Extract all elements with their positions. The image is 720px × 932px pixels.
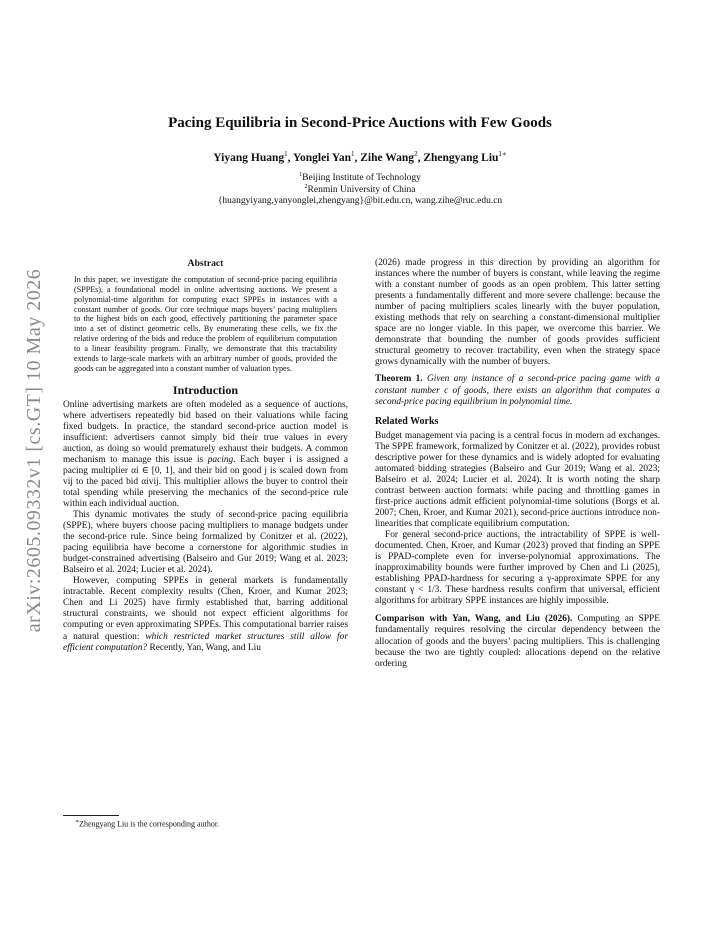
- intro-paragraph-2: This dynamic motivates the study of second-price pacing equilibria (SPPE), where buyers choose pacing multipliers to manage budgets under the second-price rule. Since being formalized by Conitzer et al. (2022), pacing equilibria have become a cornerstone for algorithmic studies in budget-constrained advertising (Balseiro and Gur 2019; Wang et al. 2023; Balseiro et al. 2024; Lucier et al. 2024).: [63, 510, 348, 576]
- related-paragraph-1: Budget management via pacing is a central focus in modern ad exchanges. The SPPE framework, formalized by Conitzer et al. (2022), provides robust descriptive power for these dynamics and is widely adopted for evaluating automated bidding strategies (Balseiro and Gur 2019; Wang et al. 2023; Balseiro et al. 2024; Lucier et al. 2024). It is worth noting the sharp contrast between auction formats: while pacing and throttling games in first-price auctions admit efficient polynomial-time solutions (Borgs et al. 2007; Chen, Kroer, and Kumar 2021), second-price auctions introduce non-linearities that complicate equilibrium computation.: [375, 430, 660, 530]
- footnote-text: Zhengyang Liu is the corresponding author.: [79, 819, 220, 829]
- arxiv-stamp: [15, 250, 55, 650]
- author-name: Yonglei Yan: [292, 151, 352, 164]
- affiliation: [60, 172, 660, 183]
- intro-text: Recently, Yan, Wang, and Liu: [147, 642, 261, 653]
- left-column: [63, 258, 348, 654]
- intro-text: However, computing SPPEs in general markets is fundamentally intractable. Recent complexity results (Chen, Kroer, and Kumar 2023; Chen and Li 2025) have firmly established that, barring additional structural constraints, we should not expect efficient algorithms for computing or even approximating SPPEs. This computational barrier raises a natural question:: [63, 576, 348, 642]
- comparison-heading: Comparison with Yan, Wang, and Liu (2026).: [375, 614, 573, 625]
- comparison-text: Computing an SPPE fundamentally requires resolving the circular dependency between the allocation of goods and the buyers’ pacing multipliers. This is challenging because the two are tightly coupled: allocations depend on the relative ordering: [375, 614, 660, 669]
- author-list: Yiyang Huang$^1$, Yonglei Yan$^1$, Zihe Wang$^2$, Zhengyang Liu$^{1∗}$: [213, 150, 507, 164]
- theorem-statement: Given any instance of a second-price pacing game with a constant number c of goods, there exists an algorithm that computes a second-price pacing equilibrium in polynomial time.: [375, 374, 660, 407]
- affiliation-mark: 2: [304, 184, 308, 190]
- footnote-mark: ∗: [75, 819, 80, 825]
- related-paragraph-2: For general second-price auctions, the intractability of SPPE is well-documented. Chen, Kroer, and Kumar (2023) proved that finding an SPPE is PPAD-complete even for inverse-polynomial approximations. The inapproximability bounds were further improved by Chen and Li (2025), establishing PPAD-hardness for securing a γ-approximate SPPE for any constant γ < 1/3. These hardness results confirm that universal, efficient algorithms for arbitrary SPPE instances are highly impossible.: [375, 530, 660, 607]
- intro-text: Online advertising markets are often modeled as a sequence of auctions, where advertisers repeatedly bid based on their valuations while facing fixed budgets. In practice, the standard second-price auction model is insufficient: advertisers cannot simply bid their true values in every auction, as doing so would prematurely exhaust their budgets. A common mechanism to manage this issue is: [63, 399, 348, 465]
- footnote: [75, 818, 219, 829]
- affiliation-text: Beijing Institute of Technology: [302, 173, 421, 184]
- footnote-divider: [63, 815, 119, 816]
- author-affil-mark: 1: [351, 150, 355, 158]
- intro-paragraph-1: [63, 400, 348, 510]
- affiliation: [60, 184, 660, 195]
- intro-continuation: (2026) made progress in this direction by providing an algorithm for instances where the number of buyers is constant, while leaving the regime with a constant number of goods as an open problem. This latter setting presents a fundamentally different and more severe challenge: because the number of pacing multipliers scales linearly with the buyer population, existing methods that rely on searching a constant-dimensional multiplier space are no longer viable. In this paper, we overcome this barrier. We demonstrate that bounding the number of goods provides sufficient structural geometry to recover tractability, even when the strategy space grows dynamically with the number of buyers.: [375, 258, 660, 368]
- arxiv-id: arXiv:2605.09332v1 [cs.GT] 10 May 2026: [23, 268, 46, 632]
- author-name: Yiyang Huang: [213, 151, 285, 164]
- theorem-1: [375, 374, 660, 407]
- right-column: [375, 258, 660, 670]
- introduction-heading: Introduction: [172, 383, 239, 398]
- intro-paragraph-3: [63, 576, 348, 653]
- pacing-term: pacing: [207, 454, 234, 465]
- author-emails: {huangyiyang,yanyonglei,zhengyang}@bit.edu.cn, wang.zihe@ruc.edu.cn: [217, 196, 503, 206]
- paper-title: Pacing Equilibria in Second-Price Auctions with Few Goods: [168, 115, 552, 131]
- author-affil-mark: 2: [414, 150, 418, 158]
- theorem-label: Theorem 1.: [375, 374, 423, 385]
- abstract-text: In this paper, we investigate the computation of second-price pacing equilibria (SPPEs), a foundational model in online advertising auctions. We present a polynomial-time algorithm for computing exact SPPEs in instances with a constant number of goods. Our core technique maps buyers’ pacing multipliers to the highest bids on each good, effectively partitioning the parameter space into a set of distinct geometric cells. By enumerating these cells, we fix the relative ordering of the bids and reduce the problem of equilibrium computation to a linear feasibility program. Finally, we demonstrate that this tractability extends to large-scale markets with an arbitrary number of goods, provided the goods can be aggregated into a constant number of valuation types.: [74, 275, 337, 373]
- related-works-heading: Related Works: [375, 415, 439, 427]
- author-name: Zhengyang Liu: [423, 151, 499, 164]
- affiliation-text: Renmin University of China: [307, 185, 416, 196]
- author-affil-mark: 1: [284, 150, 288, 158]
- abstract-heading: Abstract: [187, 258, 224, 269]
- comparison-paragraph: [375, 614, 660, 669]
- author-name: Zihe Wang: [360, 151, 415, 164]
- affiliation-mark: 1: [299, 172, 303, 178]
- intro-text: . Each buyer i is assigned a pacing multiplier αi ∈ [0, 1], and their bid on good j is scaled down from vij to the paced bid αivij. This multiplier allows the buyer to control their total spending while preserving the mechanics of the second-price rule within each individual auction.: [63, 454, 349, 509]
- research-question: which restricted market structures still allow for efficient computation?: [63, 631, 348, 653]
- author-affil-mark: 1∗: [498, 150, 507, 158]
